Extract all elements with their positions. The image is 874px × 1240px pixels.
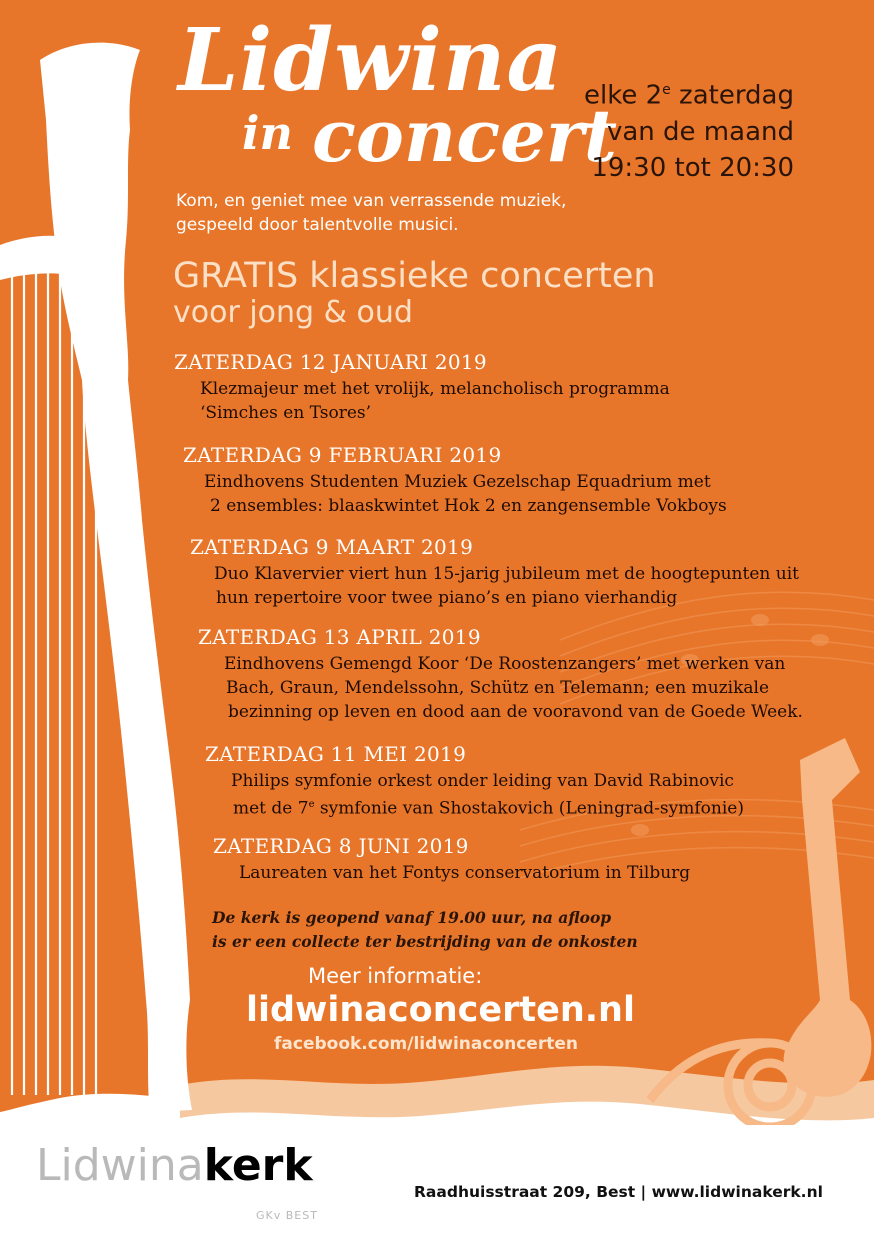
website-link[interactable]: lidwinaconcerten.nl — [246, 990, 635, 1030]
event-description: Duo Klavervier viert hun 15-jarig jubileum met de hoogtepunten uit hun repertoire voor twee piano’s en piano vierhandig — [214, 564, 799, 608]
more-info-label: Meer informatie: — [308, 964, 483, 988]
schedule-info — [566, 72, 794, 186]
event-date: ZATERDAG 11 MEI 2019 — [205, 742, 467, 766]
title-in: in — [242, 106, 293, 160]
schedule-line-3: 19:30 tot 20:30 — [591, 152, 794, 183]
event-description: Eindhovens Gemengd Koor ‘De Roostenzangers’ met werken van Bach, Graun, Mendelssohn, Schütz en Telemann; een muzikale bezinning op leven en dood aan de vooravond van de Goede Week. — [224, 654, 803, 722]
schedule-line-2: van de maand — [606, 116, 794, 147]
opening-note: De kerk is geopend vanaf 19.00 uur, na afloop is er een collecte ter bestrijding van de onkosten — [212, 908, 638, 951]
intro-line-1: Kom, en geniet mee van verrassende muziek, — [176, 191, 567, 211]
event-date: ZATERDAG 9 FEBRUARI 2019 — [183, 443, 502, 467]
address-and-website: Raadhuisstraat 209, Best | www.lidwinakerk.nl — [414, 1183, 823, 1201]
facebook-link[interactable]: facebook.com/lidwinaconcerten — [274, 1034, 578, 1054]
headline: GRATIS klassieke concerten — [173, 256, 656, 296]
event-date: ZATERDAG 9 MAART 2019 — [190, 535, 474, 559]
title-lidwina: Lidwina — [178, 10, 564, 111]
event-date: ZATERDAG 8 JUNI 2019 — [213, 834, 469, 858]
intro-text — [176, 189, 736, 237]
event-date: ZATERDAG 12 JANUARI 2019 — [174, 350, 487, 374]
event-description: Klezmajeur met het vrolijk, melancholisch programma ‘Simches en Tsores’ — [200, 379, 670, 423]
event-description: Laureaten van het Fontys conservatorium in Tilburg — [239, 863, 691, 883]
lidwinakerk-logo: Lidwinakerk — [36, 1140, 313, 1191]
logo-subtitle: GKv BEST — [256, 1209, 318, 1222]
intro-line-2: gespeeld door talentvolle musici. — [176, 215, 459, 235]
subheadline: voor jong & oud — [173, 295, 413, 330]
event-description: Philips symfonie orkest onder leiding van David Rabinovic met de 7e symfonie van Shostakovich (Leningrad-symfonie) — [231, 771, 744, 819]
title-concert: concert — [312, 93, 618, 178]
event-date: ZATERDAG 13 APRIL 2019 — [198, 625, 481, 649]
event-description: Eindhovens Studenten Muziek Gezelschap Equadrium met 2 ensembles: blaaskwintet Hok 2 en zangensemble Vokboys — [204, 472, 727, 516]
schedule-line-1: elke 2e zaterdag — [584, 80, 794, 111]
